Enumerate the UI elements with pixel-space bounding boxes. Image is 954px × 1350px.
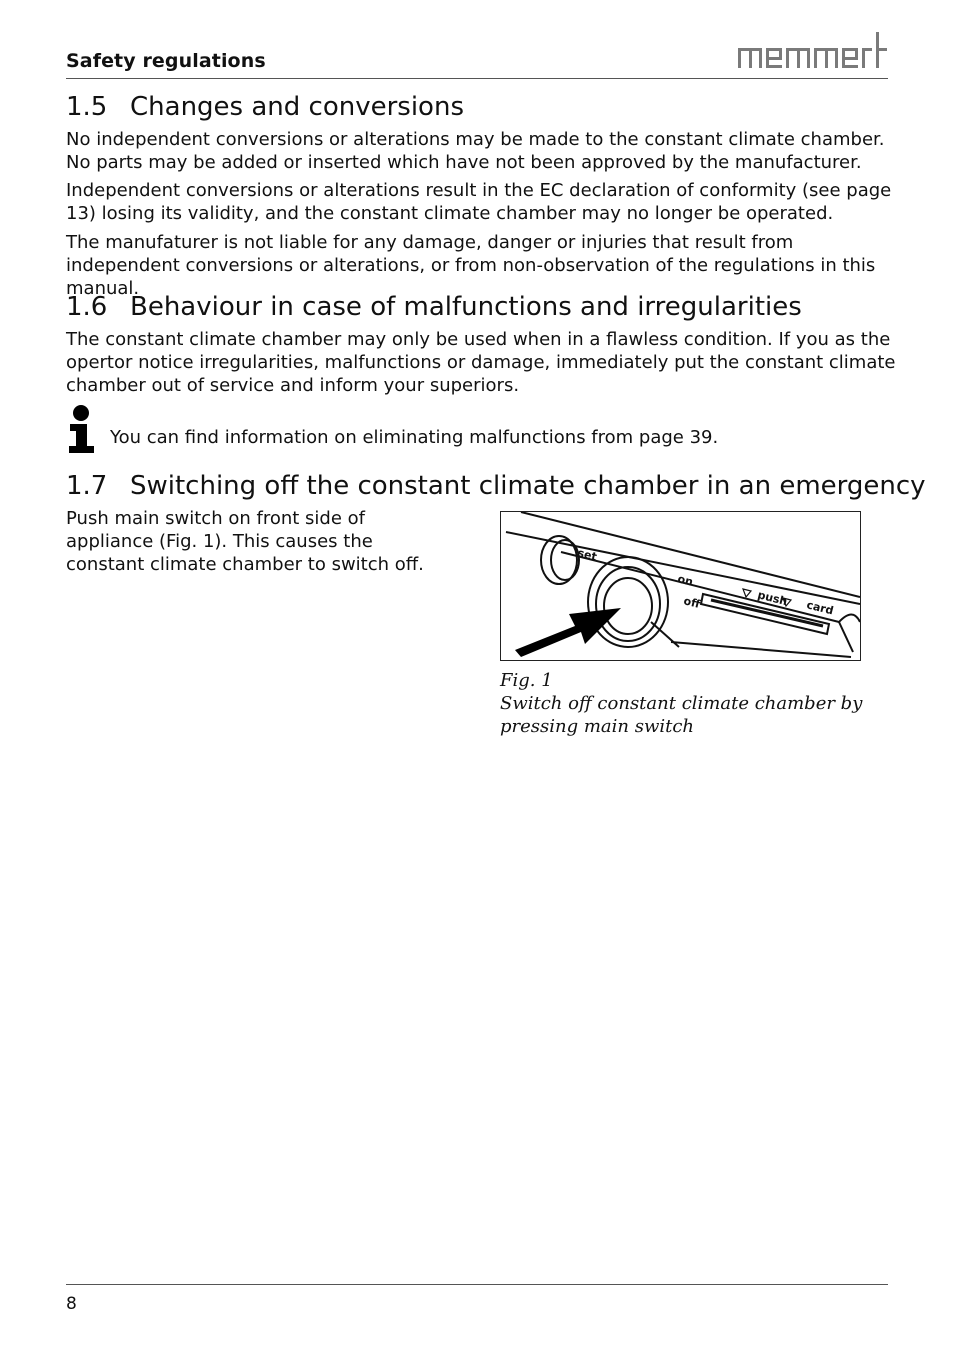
paragraph: The constant climate chamber may only be used when in a flawless condition. If you as the opertor notice irregularities, malfunctions or damage, immediately put the constant climate chamber out of service and inform your superiors. xyxy=(66,329,896,396)
off-label: off xyxy=(682,594,702,611)
info-note: You can find information on eliminating malfunctions from page 39. xyxy=(110,427,719,448)
paragraph: No independent conversions or alterations may be made to the constant climate chamber. No parts may be added or inserted which have not been approved by the manufacturer. xyxy=(66,129,885,173)
paragraph: Independent conversions or alterations result in the EC declaration of conformity (see page 13) losing its validity, and the constant climate chamber may no longer be operated. xyxy=(66,180,892,224)
running-header-title: Safety regulations xyxy=(66,50,266,72)
section-title: Behaviour in case of malfunctions and irregularities xyxy=(130,292,802,322)
header-rule xyxy=(66,78,888,79)
footer-rule xyxy=(66,1284,888,1285)
section-number: 1.7 xyxy=(66,471,108,501)
memmert-logo xyxy=(736,30,888,72)
section-1-7-heading xyxy=(66,471,926,501)
on-label: on xyxy=(676,572,695,589)
control-panel-illustration xyxy=(501,512,860,660)
push-label: push xyxy=(756,588,789,609)
figure-caption-line: Switch off constant climate chamber by xyxy=(500,693,863,714)
info-icon xyxy=(66,404,98,454)
card-label: card xyxy=(805,598,835,618)
section-number: 1.6 xyxy=(66,292,108,322)
figure-caption xyxy=(500,669,880,738)
set-label: set xyxy=(576,546,599,564)
figure-caption-line: pressing main switch xyxy=(500,716,695,737)
section-title: Switching off the constant climate chamber in an emergency xyxy=(130,471,926,501)
paragraph: Push main switch on front side of appliance (Fig. 1). This causes the constant climate chamber to switch off. xyxy=(66,508,424,575)
section-1-5-heading xyxy=(66,92,464,122)
paragraph: The manufaturer is not liable for any damage, danger or injuries that result from independent conversions or alterations, or from non-observation of the regulations in this manual. xyxy=(66,232,876,299)
section-1-6-heading xyxy=(66,292,802,322)
section-title: Changes and conversions xyxy=(130,92,464,122)
section-number: 1.5 xyxy=(66,92,108,122)
page-number: 8 xyxy=(66,1294,77,1314)
figure-label: Fig. 1 xyxy=(500,670,553,691)
figure-main-switch xyxy=(500,511,861,661)
